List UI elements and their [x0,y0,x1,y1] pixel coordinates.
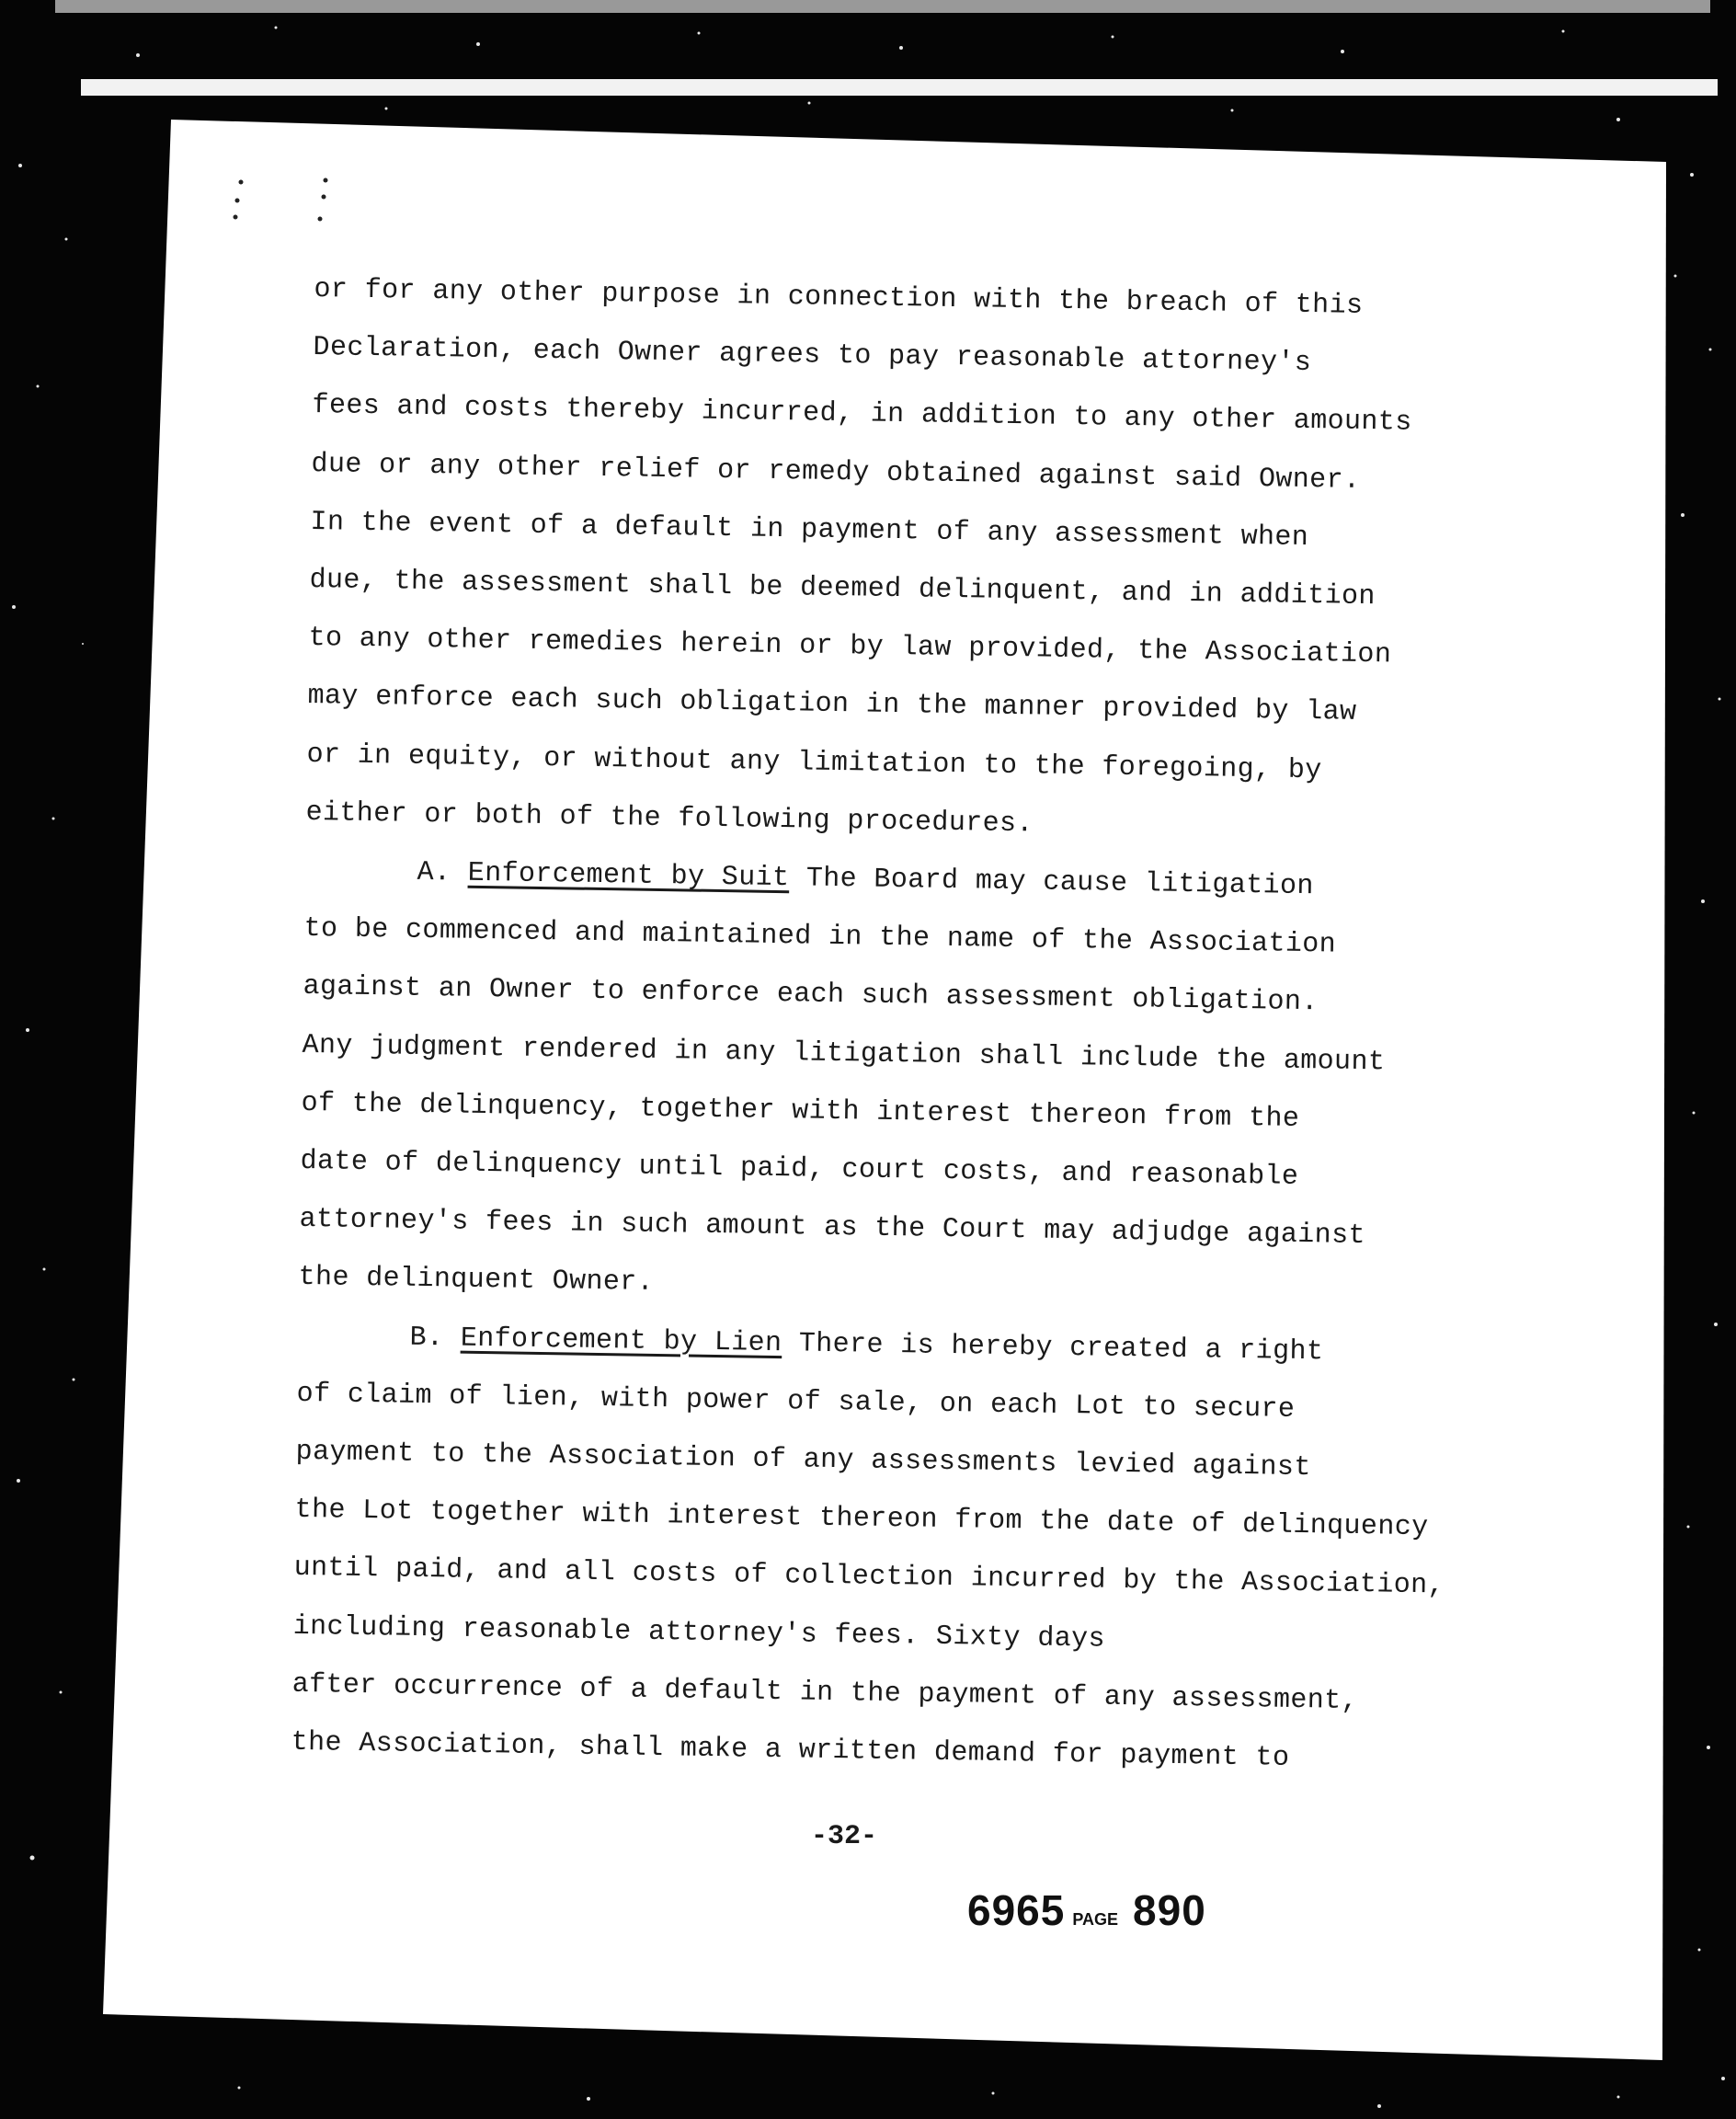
stamp-book-number: 6965 [967,1886,1066,1934]
section-b-heading: Enforcement by Lien [460,1323,782,1359]
body-line: or for any other purpose in connection with the breach of this [314,273,1364,322]
punch-hole-marks [230,175,340,230]
body-line: date of delinquency until paid, court costs, and reasonable [300,1145,1299,1193]
stamp-page-label: PAGE [1072,1910,1119,1929]
body-line: In the event of a default in payment of any assessment when [310,506,1309,554]
body-line: payment to the Association of any assessments levied against [295,1436,1311,1484]
body-line: due, the assessment shall be deemed delinquent, and in addition [309,564,1376,613]
body-line: after occurrence of a default in the payment of any assessment, [291,1668,1359,1717]
scan-top-strip [55,0,1710,13]
body-line: may enforce each such obligation in the manner provided by law [307,681,1357,729]
body-line: the Lot together with interest thereon from the date of delinquency [294,1495,1429,1544]
body-line: either or both of the following procedures. [305,796,1034,841]
section-a-letter: A. [417,856,451,889]
page-number: -32- [810,1821,877,1852]
section-a-intro: The Board may cause litigation [805,863,1315,903]
body-line: Any judgment rendered in any litigation shall include the amount [302,1029,1386,1079]
section-b-letter: B. [409,1322,444,1355]
body-line: including reasonable attorney's fees. Sixty days [292,1610,1106,1655]
body-line: of claim of lien, with power of sale, on each Lot to secure [296,1378,1296,1426]
body-line: to be commenced and maintained in the name of the Association [303,913,1337,961]
section-a-heading: Enforcement by Suit [467,857,790,895]
body-line: against an Owner to enforce each such assessment obligation. [303,971,1319,1019]
body-line: to any other remedies herein or by law provided, the Association [308,623,1392,671]
body-line: due or any other relief or remedy obtained against said Owner. [311,448,1361,497]
body-line: the Association, shall make a written demand for payment to [291,1726,1290,1774]
body-line: Declaration, each Owner agrees to pay reasonable attorney's [313,332,1312,380]
body-line: fees and costs thereby incurred, in addition to any other amounts [312,390,1412,440]
body-line: attorney's fees in such amount as the Court may adjudge against [299,1204,1366,1253]
section-b-intro: There is hereby created a right [798,1328,1324,1369]
scan-top-edge [81,79,1718,96]
recording-stamp [967,1885,1206,1935]
body-line: the delinquent Owner. [298,1262,655,1300]
body-line: of the delinquency, together with interest thereon from the [301,1087,1300,1135]
stamp-page-number: 890 [1133,1886,1206,1934]
document-body [291,261,1537,1792]
body-line: until paid, and all costs of collection incurred by the Association, [293,1552,1445,1602]
body-line: or in equity, or without any limitation to the foregoing, by [306,739,1322,786]
